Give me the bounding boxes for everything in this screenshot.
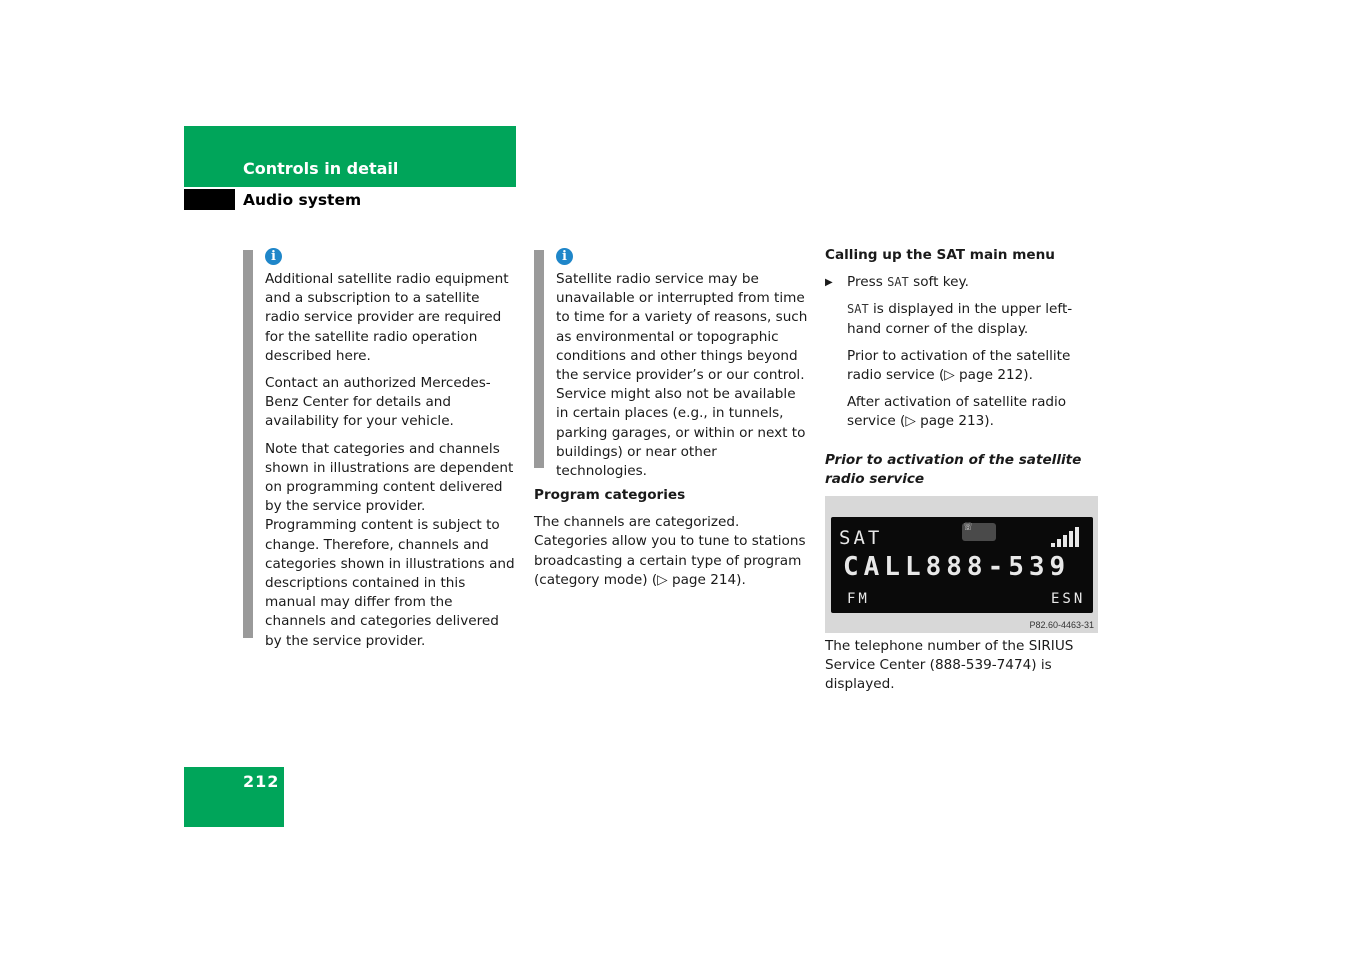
- display-esn-label: ESN: [1051, 591, 1086, 607]
- subsection-marker: [184, 189, 235, 210]
- step-note: After activation of satellite radio service (▷ page 213).: [847, 394, 1067, 430]
- info-icon: i: [265, 248, 282, 265]
- signal-bar: [1075, 527, 1079, 547]
- info-block-2: [556, 247, 808, 489]
- figure-heading: Prior to activation of the satellite radio service: [825, 452, 1082, 487]
- info-paragraph: Additional satellite radio equipment and a subscription to a satellite radio service provider are required for the satellite radio operation described here.: [265, 271, 509, 364]
- section-title: Controls in detail: [243, 159, 399, 178]
- step-result: SAT is displayed in the upper left-hand corner of the display.: [847, 301, 1073, 337]
- info-paragraph: Contact an authorized Mercedes-Benz Center for details and availability for your vehicle.: [265, 375, 491, 430]
- signal-bar: [1069, 531, 1073, 547]
- phone-icon: ☏: [964, 519, 972, 534]
- display-mode-label: SAT: [839, 527, 883, 549]
- info-icon: i: [556, 248, 573, 265]
- figure-caption: The telephone number of the SIRIUS Service Center (888-539-7474) is displayed.: [825, 638, 1074, 693]
- step-note: Prior to activation of the satellite radio service (▷ page 212).: [847, 347, 1071, 384]
- display-fm-label: FM: [847, 591, 870, 607]
- sat-softkey-label: SAT: [887, 275, 909, 290]
- info-sidebar-bar: [243, 250, 253, 638]
- info-sidebar-bar: [534, 250, 544, 468]
- signal-bar: [1063, 535, 1067, 547]
- info-paragraph: Note that categories and channels shown in illustrations are dependent on programming content delivered by the service provider. Programming content is subject to change. Therefore, channels and categories shown in illustrations and descriptions contained in this manual may differ from the channels and categories delivered by the service provider.: [265, 440, 515, 649]
- display-main-line: CALL888-539: [843, 552, 1071, 582]
- lcd-screen: [831, 517, 1093, 613]
- instruction-step: ▶ Press SAT soft key.: [825, 273, 1100, 292]
- sat-menu-section: [825, 246, 1100, 440]
- section-heading: Program categories: [534, 487, 686, 503]
- info-block-1: [265, 247, 517, 659]
- signal-bar: [1051, 543, 1055, 547]
- subsection-title: Audio system: [243, 191, 362, 209]
- signal-bar: [1057, 539, 1061, 547]
- page-number: 212: [243, 772, 280, 791]
- bullet-triangle-icon: ▶: [825, 277, 833, 289]
- figure-id: P82.60-4463-31: [1029, 620, 1094, 630]
- radio-display-figure: [825, 496, 1098, 633]
- program-categories-section: [534, 486, 808, 598]
- body-paragraph: The channels are categorized. Categories allow you to tune to stations broadcasting a certain type of program (category mode) (▷ page 214).: [534, 514, 806, 588]
- info-paragraph: Satellite radio service may be unavailable or interrupted from time to time for a variety of reasons, such as environmental or topographic conditions and other things beyond the service provider’s or our control. Service might also not be available in certain places (e.g., in tunnels, parking garages, or within or next to buildings) or near other technologies.: [556, 271, 808, 480]
- section-heading: Calling up the SAT main menu: [825, 247, 1055, 263]
- signal-strength-icon: [1051, 527, 1091, 547]
